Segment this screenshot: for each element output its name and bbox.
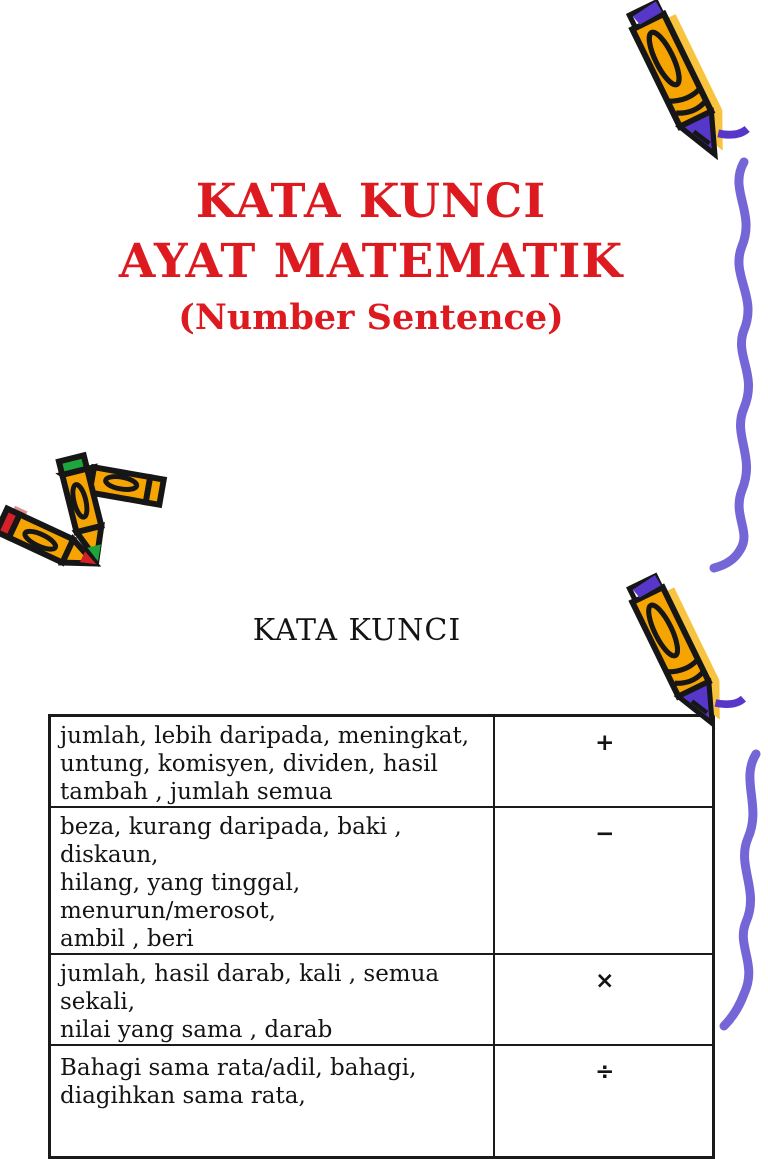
keywords-cell xyxy=(50,716,494,808)
minus-symbol-cell: − xyxy=(494,807,714,954)
table-row xyxy=(50,807,714,954)
keywords-line: untung, komisyen, dividen, hasil xyxy=(60,751,438,777)
section-heading: KATA KUNCI xyxy=(252,613,462,648)
keywords-line: jumlah, hasil darab, kali , semua sekali, xyxy=(60,961,440,1015)
table-row xyxy=(50,954,714,1045)
keywords-line: Bahagi sama rata/adil, bahagi, xyxy=(60,1055,417,1081)
keywords-line: tambah , jumlah semua xyxy=(60,779,333,805)
keywords-line: diagihkan sama rata, xyxy=(60,1083,306,1109)
title-line-1: KATA KUNCI xyxy=(195,174,547,229)
slide-title xyxy=(0,172,742,344)
crossed-crayons-icon xyxy=(0,452,168,580)
keywords-cell xyxy=(50,954,494,1045)
title-line-2: AYAT MATEMATIK xyxy=(118,234,624,289)
keywords-cell xyxy=(50,807,494,954)
table-row xyxy=(50,716,714,808)
keywords-line: ambil , beri xyxy=(60,926,194,952)
keywords-line: hilang, yang tinggal, menurun/merosot, xyxy=(60,870,301,924)
multiply-symbol-cell: × xyxy=(494,954,714,1045)
title-line-3: (Number Sentence) xyxy=(178,297,564,338)
divide-symbol-cell: ÷ xyxy=(494,1045,714,1157)
crayon-icon xyxy=(628,0,760,182)
keywords-line: jumlah, lebih daripada, meningkat, xyxy=(60,723,470,749)
keywords-cell xyxy=(50,1045,494,1157)
plus-symbol-cell: + xyxy=(494,716,714,808)
keywords-table xyxy=(48,714,715,1159)
keywords-line: nilai yang sama , darab xyxy=(60,1017,333,1043)
table-row xyxy=(50,1045,714,1157)
keywords-line: beza, kurang daripada, baki , diskaun, xyxy=(60,814,402,868)
